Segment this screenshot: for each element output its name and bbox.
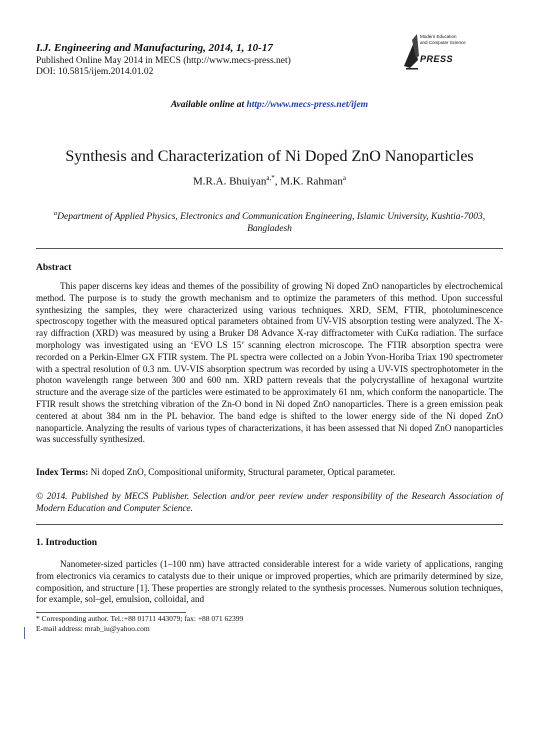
affiliation — [50, 208, 489, 235]
logo-line-2: and Computer Science — [420, 39, 466, 45]
abstract-top-rule — [36, 248, 503, 249]
author-2: M.K. Rahman — [280, 175, 343, 188]
author-2-sup: a — [342, 174, 346, 182]
author-separator: , — [274, 175, 281, 188]
abstract-text: This paper discerns key ideas and themes of the possibility of growing Ni doped ZnO nanoparticles by electrochemical method. The purpose is to study the growth mechanism and to optimize the parameters of this method. Upon successful synthesizing the samples, they were characterized using various techniques. XRD, SEM, FTIR, photoluminescence spectroscopy together with the measured optical parameters obtained from UV-VIS absorption testing were analyzed. The X-ray diffraction (XRD) was measured by using a Bruker D8 Advance X-ray diffractometer with CuKα radiation. The surface morphology was investigated using an ‘EVO LS 15’ scanning electron microscope. The FTIR absorption spectra were recorded on a Perkin-Elmer GX FTIR system. The PL spectra were collected on a Jobin Yvon-Horiba Triax 190 spectrometer with a spectral resolution of 0.3 nm. UV-VIS absorption spectrum was recorded by using a UV-VIS spectrophotometer in the photon wavelength range between 300 and 600 nm. XRD pattern reveals that the polycrystalline of hexagonal wurtzite structure and the average size of the particles were estimated to be approximately 61 nm, which conform the nanoparticle. The FTIR result shows the stretching vibration of the Zn-O bond in Ni doped ZnO nanoparticles. There is a green emission peak centered at about 384 nm in the PL behavior. The band edge is shifted to the lower energy side of the Ni doped ZnO nanoparticle. Analyzing the results of various types of characterizations, it has been assessed that Ni doped ZnO nanoparticles was successfully synthesized. — [36, 281, 503, 445]
abstract-bottom-rule — [36, 524, 503, 525]
copyright-notice: © 2014. Published by MECS Publisher. Selection and/or peer review under responsibility of the Research Association of Modern Education and Computer Science. — [36, 491, 503, 513]
intro-heading: 1. Introduction — [36, 538, 98, 548]
abstract-heading: Abstract — [36, 263, 72, 273]
logo-line-1: Modern Education — [420, 34, 457, 39]
published-line: Published Online May 2014 in MECS (http://www.mecs-press.net) — [36, 56, 291, 66]
affiliation-text: Department of Applied Physics, Electronics and Communication Engineering, Islamic University, Kushtia-7003, Bangladesh — [57, 212, 486, 235]
author-line — [0, 174, 539, 188]
index-terms-label: Index Terms: — [36, 467, 91, 477]
logo-caption — [420, 34, 466, 45]
margin-marker — [24, 627, 25, 639]
index-terms — [36, 467, 503, 479]
author-1-sup: a,* — [266, 174, 275, 182]
intro-text: Nanometer-sized particles (1–100 nm) have attracted considerable interest for a wide variety of applications, ranging from electronics via ceramics to catalysts due to their unique or improved properties, which are primarily determined by size, composition, and structure [1]. These properties are strongly related to the synthesis processes. Numerous solution techniques, for example, sol–gel, emulsion, colloidal, and — [36, 559, 503, 605]
author-1: M.R.A. Bhuiyan — [193, 175, 267, 188]
index-terms-text: Ni doped ZnO, Compositional uniformity, Structural parameter, Optical parameter. — [90, 467, 396, 477]
doi-line: DOI: 10.5815/ijem.2014.01.02 — [36, 67, 154, 77]
availability-prefix: Available online at — [170, 100, 247, 110]
corresponding-author: * Corresponding author. Tel.:+88 01711 443079; fax: +88 071 62399 — [36, 614, 244, 623]
availability-line — [0, 100, 539, 110]
email-address: E-mail address: mrab_iu@yahoo.com — [36, 623, 150, 633]
paper-title: Synthesis and Characterization of Ni Doped ZnO Nanoparticles — [65, 148, 474, 165]
footnote — [36, 614, 503, 633]
logo-press: PRESS — [420, 54, 454, 64]
journal-link[interactable]: http://www.mecs-press.net/ijem — [246, 100, 369, 110]
journal-line: I.J. Engineering and Manufacturing, 2014, 1, 10-17 — [36, 42, 273, 54]
footnote-rule — [36, 612, 186, 613]
affiliation-sup: a — [53, 210, 58, 217]
